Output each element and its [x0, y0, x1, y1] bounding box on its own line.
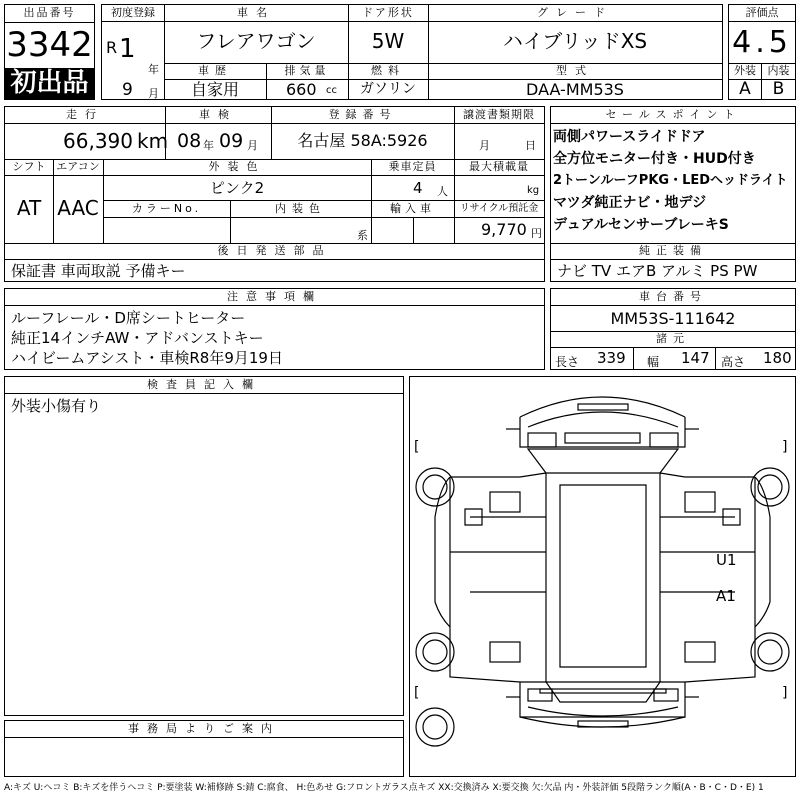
grade-value: ハイブリッドXS — [502, 29, 648, 53]
sales-point: 全方位モニター付き・HUD付き — [553, 151, 756, 167]
month-unit: 月 — [148, 87, 159, 100]
notes-label: 注意事項欄 — [227, 290, 322, 303]
recycle-value: 9,770 — [481, 220, 527, 239]
int-value: B — [772, 80, 785, 99]
len-label: 長さ — [555, 355, 580, 369]
first-listing-label: 初出品 — [10, 68, 89, 98]
inspection-label: 車検 — [199, 108, 237, 121]
inspection-year-unit: 年 — [203, 139, 214, 152]
disp-unit: cc — [326, 85, 337, 96]
later-value: 保証書 車両取説 予備キー — [11, 262, 186, 280]
notes-line: 純正14インチAW・アドバンストキー — [11, 329, 264, 347]
chassis-label: 車台番号 — [639, 290, 707, 303]
height-value: 180 — [763, 349, 792, 367]
transfer-month-unit: 月 — [479, 139, 490, 152]
chassis-block — [550, 288, 796, 370]
disp-value: 660 — [286, 80, 317, 99]
bracket-rl-open: [ — [414, 685, 420, 701]
recycle-unit: 円 — [531, 227, 542, 240]
ac-label: エアコン — [56, 160, 100, 173]
header-block — [101, 4, 723, 100]
equip-value: ナビ TV エアB アルミ PS PW — [557, 262, 758, 280]
reg-year: 1 — [119, 35, 136, 63]
int-label: 内装 — [767, 64, 790, 77]
lot-number: 3342 — [6, 25, 93, 65]
type-value: DAA-MM53S — [526, 80, 624, 99]
transfer-day-unit: 日 — [525, 139, 536, 152]
ext-value: A — [739, 80, 751, 99]
recycle-label: リサイクル預託金 — [459, 203, 539, 214]
plate-label: 登録番号 — [328, 108, 397, 121]
width-value: 147 — [681, 349, 710, 367]
color-value: ピンク2 — [209, 179, 265, 197]
load-unit: kg — [527, 185, 540, 196]
fuel-value: ガソリン — [360, 81, 416, 97]
lot-label: 出品番号 — [23, 6, 76, 19]
model-label: 車名 — [237, 6, 275, 19]
inspection-month-unit: 月 — [247, 139, 258, 152]
sales-point: 2トーンルーフPKG・LEDヘッドライト — [553, 173, 788, 188]
capacity-label: 乗車定員 — [388, 160, 437, 173]
sales-label: セールスポイント — [605, 108, 741, 121]
sales-point: 両側パワースライドドア — [553, 129, 706, 145]
bracket-fr-close: ] — [782, 439, 788, 455]
notes-block — [4, 288, 545, 370]
int-color-unit: 系 — [357, 229, 368, 242]
history-value: 自家用 — [190, 80, 239, 99]
capacity-unit: 人 — [437, 185, 448, 198]
transfer-label: 譲渡書類期限 — [463, 108, 535, 121]
first-reg-label: 初度登録 — [111, 6, 155, 19]
inspector-label: 検査員記入欄 — [147, 378, 261, 391]
lot-box — [4, 4, 95, 100]
chassis-value: MM53S-111642 — [610, 309, 736, 328]
door-value: 5W — [371, 29, 405, 53]
inspector-block — [4, 376, 404, 716]
fuel-label: 燃料 — [371, 64, 405, 77]
car-body-diagram — [410, 377, 795, 776]
reg-month: 9 — [122, 81, 133, 99]
color-no-label: カラーNo. — [131, 202, 202, 215]
height-label: 高さ — [721, 355, 746, 369]
len-value: 339 — [597, 349, 626, 367]
inspector-note: 外装小傷有り — [11, 397, 102, 415]
sales-point: マツダ純正ナビ・地デジ — [553, 195, 707, 211]
equip-label: 純正装備 — [639, 244, 707, 257]
shift-value: AT — [16, 196, 42, 220]
int-color-label: 内装色 — [275, 202, 326, 215]
year-unit: 年 — [148, 63, 159, 76]
spec-label: 諸元 — [656, 332, 690, 345]
mileage-value: 66,390 — [63, 129, 133, 153]
score-block — [728, 4, 796, 100]
sales-point: デュアルセンサーブレーキS — [553, 217, 729, 233]
history-label: 車歴 — [198, 64, 232, 77]
damage-mark-a1: A1 — [716, 587, 736, 605]
details-block — [4, 106, 545, 282]
door-label: ドア形状 — [362, 6, 414, 19]
car-diagram — [409, 376, 796, 777]
office-label: 事務局よりご案内 — [128, 722, 280, 735]
notes-line: ルーフレール・D席シートヒーター — [11, 309, 246, 327]
sales-block — [550, 106, 796, 282]
bracket-rr-close: ] — [782, 685, 788, 701]
mileage-unit: km — [137, 129, 169, 153]
office-block — [4, 720, 404, 777]
bracket-fl-open: [ — [414, 439, 420, 455]
type-label: 型式 — [556, 64, 594, 77]
mileage-label: 走行 — [66, 108, 104, 121]
score-value: 4.5 — [732, 25, 792, 60]
capacity-value: 4 — [413, 179, 423, 197]
legend: A:キズ U:ヘコミ B:キズを伴うヘコミ P:要塗装 W:補修跡 S:錆 C:腐食、 H:色あせ G:フロントガラス点キズ XX:交換済み X:要交換 欠:欠品 内・外装評価 5段階ランク順(A・B・C・D・E) 1 — [4, 783, 764, 793]
later-label: 後日発送部品 — [217, 244, 332, 257]
damage-mark-u1: U1 — [716, 551, 737, 569]
model-name: フレアワゴン — [196, 29, 316, 53]
disp-label: 排気量 — [284, 64, 330, 77]
load-label: 最大積載量 — [469, 160, 529, 173]
ac-value: AAC — [57, 196, 99, 220]
inspection-year: 08 — [177, 130, 202, 152]
color-label: 外装色 — [208, 160, 266, 173]
era-letter: R — [106, 39, 118, 57]
plate-value: 名古屋 58A:5926 — [297, 131, 428, 150]
grade-label: グレード — [537, 6, 613, 19]
shift-label: シフト — [12, 160, 46, 173]
score-label: 評価点 — [745, 6, 779, 19]
inspection-month: 09 — [219, 130, 244, 152]
notes-line: ハイビームアシスト・車検R8年9月19日 — [11, 349, 283, 367]
width-label: 幅 — [647, 355, 660, 369]
import-label: 輸入車 — [390, 202, 435, 215]
ext-label: 外装 — [734, 64, 756, 77]
